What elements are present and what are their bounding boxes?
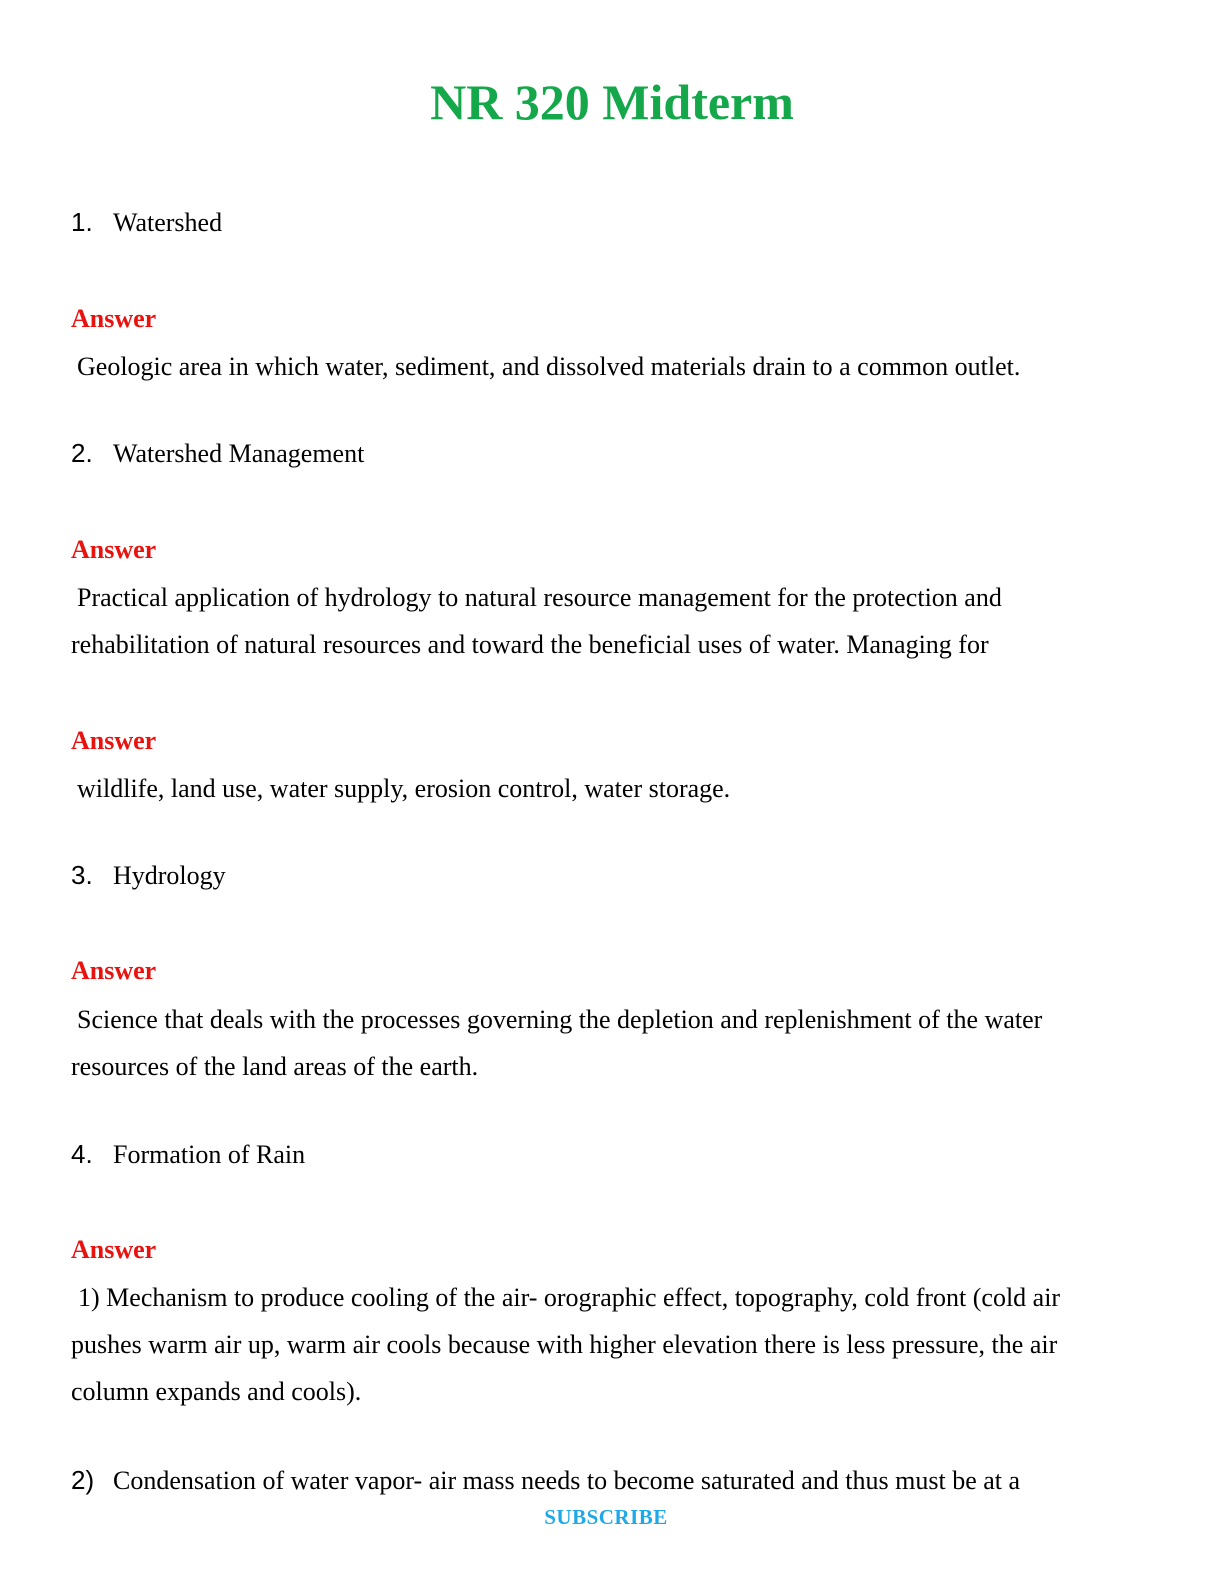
question-number: 2.	[71, 438, 93, 468]
answer-text: 1) Mechanism to produce cooling of the air- orographic effect, topography, cold front (cold air	[78, 1283, 1061, 1312]
answer-text: pushes warm air up, warm air cools because with higher elevation there is less pressure, the air	[71, 1330, 1058, 1359]
document-title: NR 320 Midterm	[430, 74, 794, 130]
answer-text: Science that deals with the processes governing the depletion and replenishment of the water	[77, 1005, 1043, 1034]
answer-text: column expands and cools).	[71, 1377, 362, 1406]
question-number: 2)	[71, 1465, 95, 1495]
answer-text: Practical application of hydrology to natural resource management for the protection and	[77, 583, 1002, 612]
subscribe-link[interactable]: SUBSCRIBE	[544, 1505, 668, 1529]
question-number: 4.	[71, 1139, 93, 1169]
question-2	[71, 436, 364, 471]
question-3	[71, 858, 226, 893]
answer-label: Answer	[71, 304, 157, 333]
answer-label: Answer	[71, 956, 157, 985]
question-text: Formation of Rain	[113, 1140, 306, 1169]
question-text: Watershed Management	[113, 439, 365, 468]
answer-text: resources of the land areas of the earth.	[71, 1052, 479, 1081]
question-number: 3.	[71, 860, 93, 890]
question-text: Hydrology	[113, 861, 226, 890]
answer-label: Answer	[71, 1235, 157, 1264]
answer-text: wildlife, land use, water supply, erosion control, water storage.	[77, 774, 731, 803]
answer-text: rehabilitation of natural resources and toward the beneficial uses of water. Managing for	[71, 630, 989, 659]
question-text: Condensation of water vapor- air mass needs to become saturated and thus must be at a	[113, 1466, 1021, 1495]
question-1	[71, 205, 222, 240]
question-text: Watershed	[113, 208, 223, 237]
question-4-subitem-2	[71, 1463, 1020, 1498]
answer-label: Answer	[71, 726, 157, 755]
answer-text: Geologic area in which water, sediment, and dissolved materials drain to a common outlet.	[77, 352, 1021, 381]
answer-label: Answer	[71, 535, 157, 564]
question-number: 1.	[71, 207, 93, 237]
question-4	[71, 1137, 305, 1172]
